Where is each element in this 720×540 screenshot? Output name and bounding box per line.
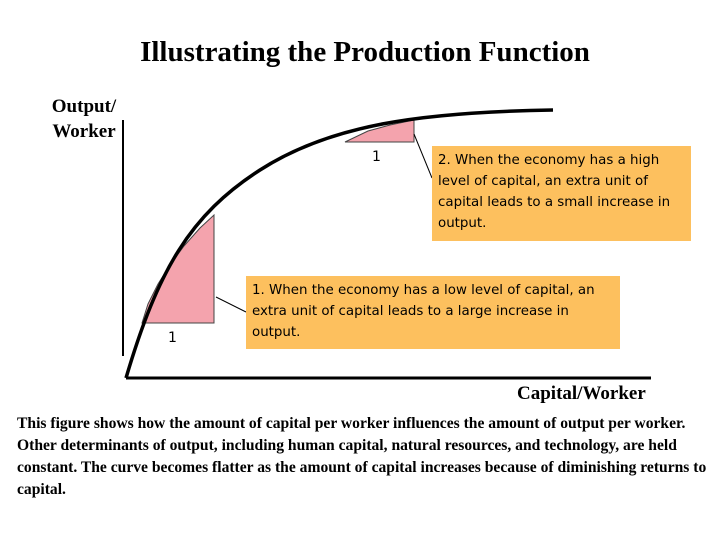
page-title: Illustrating the Production Function: [140, 36, 590, 68]
pointer-line-high: [414, 134, 432, 178]
callout-low-capital: 1. When the economy has a low level of capital, an extra unit of capital leads to a large increase in output.: [246, 276, 620, 349]
x-axis-label: Capital/Worker: [517, 383, 646, 404]
figure-caption: This figure shows how the amount of capital per worker influences the amount of output per worker. Other determinants of output, including human capital, natural resources, and technology, are held constant. The curve becomes flatter as the amount of capital increases because of diminishing returns to capital.: [17, 415, 707, 498]
step-label-high: 1: [372, 149, 381, 165]
low-capital-output-wedge: [142, 215, 214, 323]
pointer-line-low: [216, 297, 246, 312]
step-label-low: 1: [168, 330, 177, 346]
y-axis-label: Output/ Worker: [51, 96, 117, 142]
callout-high-capital: 2. When the economy has a high level of capital, an extra unit of capital leads to a small increase in output.: [432, 146, 691, 241]
